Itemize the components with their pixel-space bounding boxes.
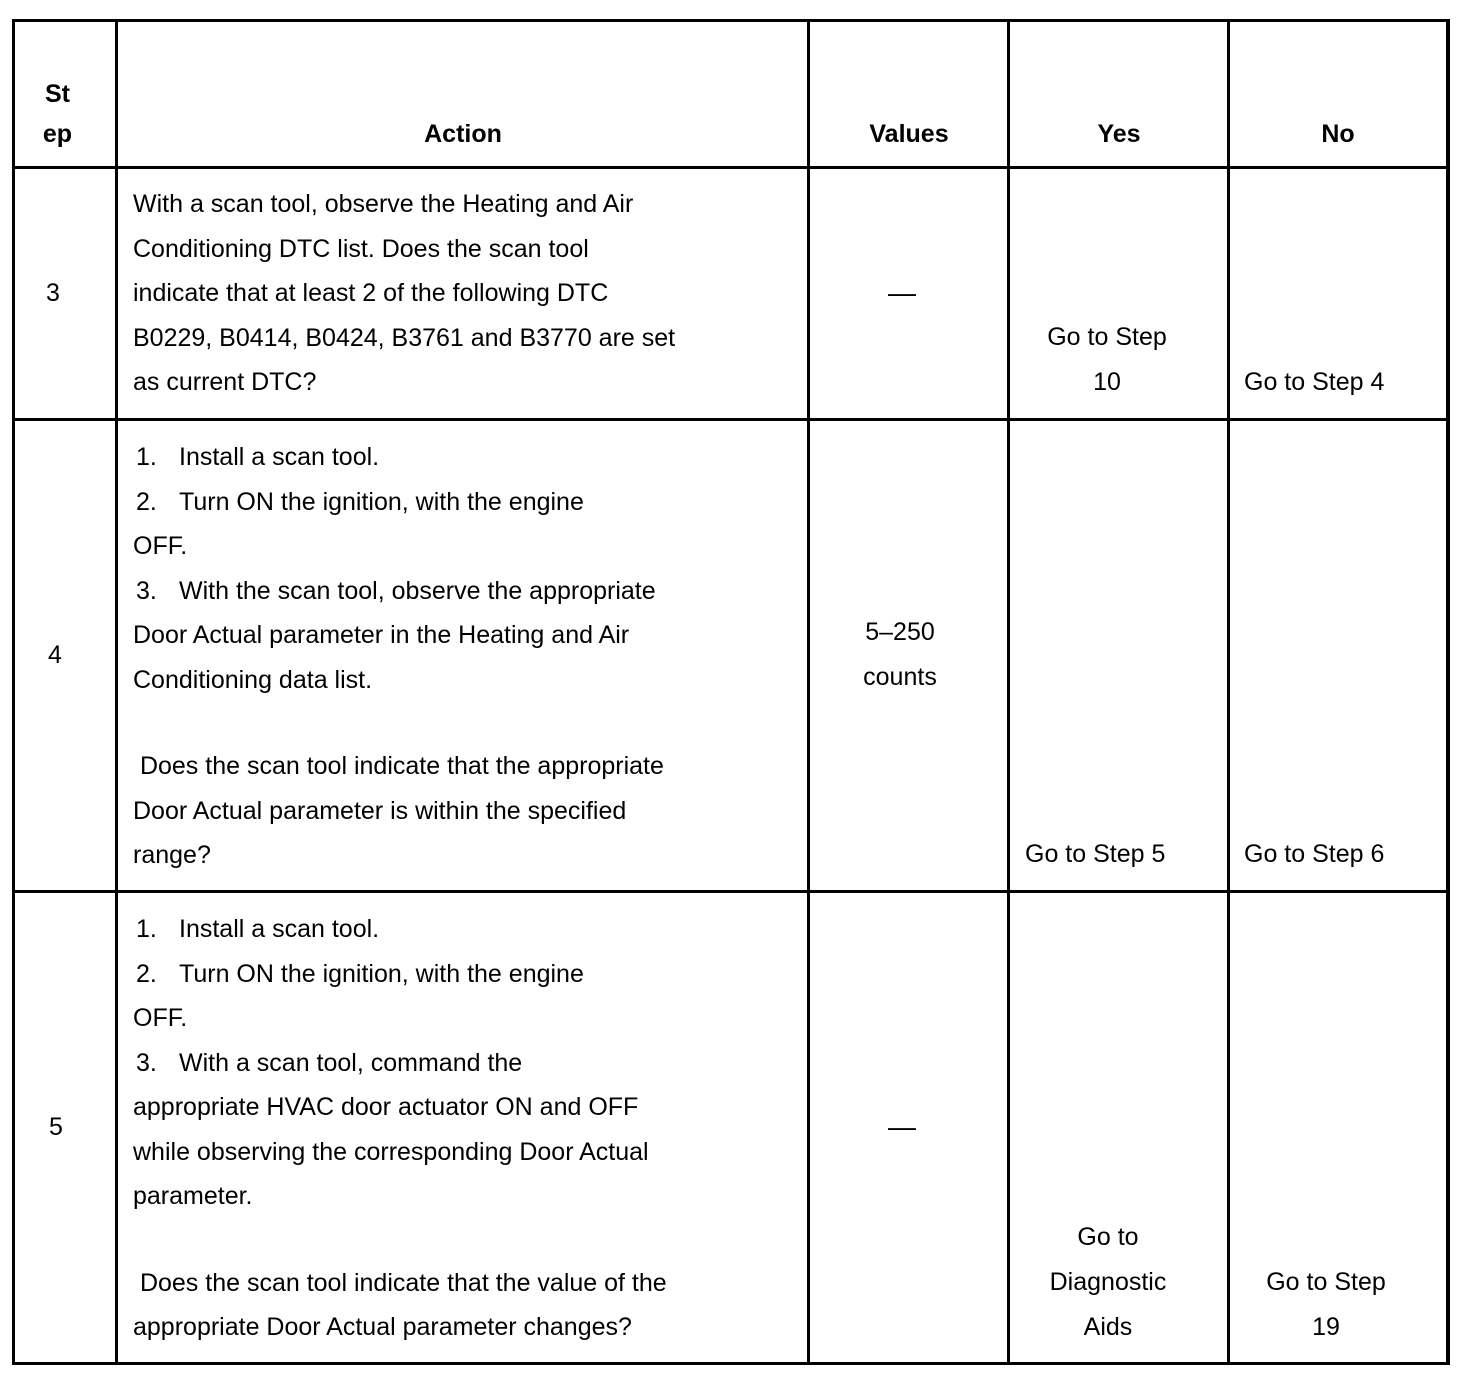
action-line: as current DTC? <box>133 368 317 396</box>
action-item: 1. Install a scan tool. <box>136 915 380 943</box>
action-question: appropriate Door Actual parameter changes? <box>133 1313 632 1341</box>
no-step-5-line1: Go to Step <box>1266 1268 1386 1296</box>
header-no: No <box>1321 120 1355 148</box>
action-line: indicate that at least 2 of the following DTC <box>133 279 609 307</box>
action-line: Conditioning DTC list. Does the scan tool <box>133 234 589 263</box>
action-item-continued: parameter. <box>133 1182 253 1210</box>
col-divider-yes <box>1227 22 1230 1362</box>
value-step-5: — <box>888 1111 916 1142</box>
action-cell-step-3 <box>133 182 675 405</box>
action-item-continued: OFF. <box>133 532 188 560</box>
action-item-continued: Door Actual parameter in the Heating and Air <box>133 621 630 649</box>
action-question: range? <box>133 841 211 869</box>
value-step-4-line2: counts <box>863 663 937 691</box>
yes-step-4: Go to Step 5 <box>1025 840 1166 868</box>
action-item-continued: Conditioning data list. <box>133 665 373 694</box>
action-cell-step-5 <box>133 907 667 1350</box>
yes-step-5-line2: Diagnostic <box>1049 1268 1167 1296</box>
action-line: With a scan tool, observe the Heating and Air <box>133 190 634 218</box>
value-step-4-line1: 5–250 <box>865 618 935 646</box>
yes-step-3-line2: 10 <box>1093 368 1121 396</box>
action-item-continued: appropriate HVAC door actuator ON and OFF <box>133 1093 639 1121</box>
header-step-line2: ep <box>42 120 73 148</box>
yes-step-3-line1: Go to Step <box>1047 323 1167 351</box>
col-divider-values <box>1007 22 1010 1362</box>
yes-step-5-line1: Go to <box>1077 1223 1139 1251</box>
header-values: Values <box>869 120 949 148</box>
action-question: Does the scan tool indicate that the appropriate <box>133 752 664 780</box>
row-divider-3 <box>15 418 1446 421</box>
no-step-3: Go to Step 4 <box>1244 368 1385 396</box>
step-number-4: 4 <box>48 641 62 669</box>
action-question: Door Actual parameter is within the specified <box>133 796 627 825</box>
action-cell-step-4 <box>133 435 664 878</box>
value-step-3: — <box>888 277 916 308</box>
header-step-line1: St <box>45 80 70 108</box>
action-question: Does the scan tool indicate that the value of the <box>133 1268 667 1297</box>
yes-step-5-line3: Aids <box>1083 1313 1133 1341</box>
action-item: 2. Turn ON the ignition, with the engine <box>136 959 584 988</box>
col-divider-step <box>115 22 118 1362</box>
action-item-continued: OFF. <box>133 1004 188 1032</box>
action-item-continued: while observing the corresponding Door Actual <box>133 1137 649 1166</box>
step-number-5: 5 <box>49 1113 63 1141</box>
action-item: 2. Turn ON the ignition, with the engine <box>136 487 584 516</box>
row-divider-4 <box>15 890 1446 893</box>
row-divider-header <box>15 166 1446 169</box>
action-line: B0229, B0414, B0424, B3761 and B3770 are set <box>133 323 676 352</box>
header-yes: Yes <box>1097 120 1141 148</box>
header-action: Action <box>424 120 502 148</box>
no-step-5-line2: 19 <box>1312 1313 1340 1341</box>
no-step-4: Go to Step 6 <box>1244 840 1385 868</box>
step-number-3: 3 <box>46 279 60 307</box>
action-item: 1. Install a scan tool. <box>136 443 380 471</box>
action-item: 3. With the scan tool, observe the appropriate <box>136 576 656 605</box>
action-item: 3. With a scan tool, command the <box>136 1048 523 1077</box>
